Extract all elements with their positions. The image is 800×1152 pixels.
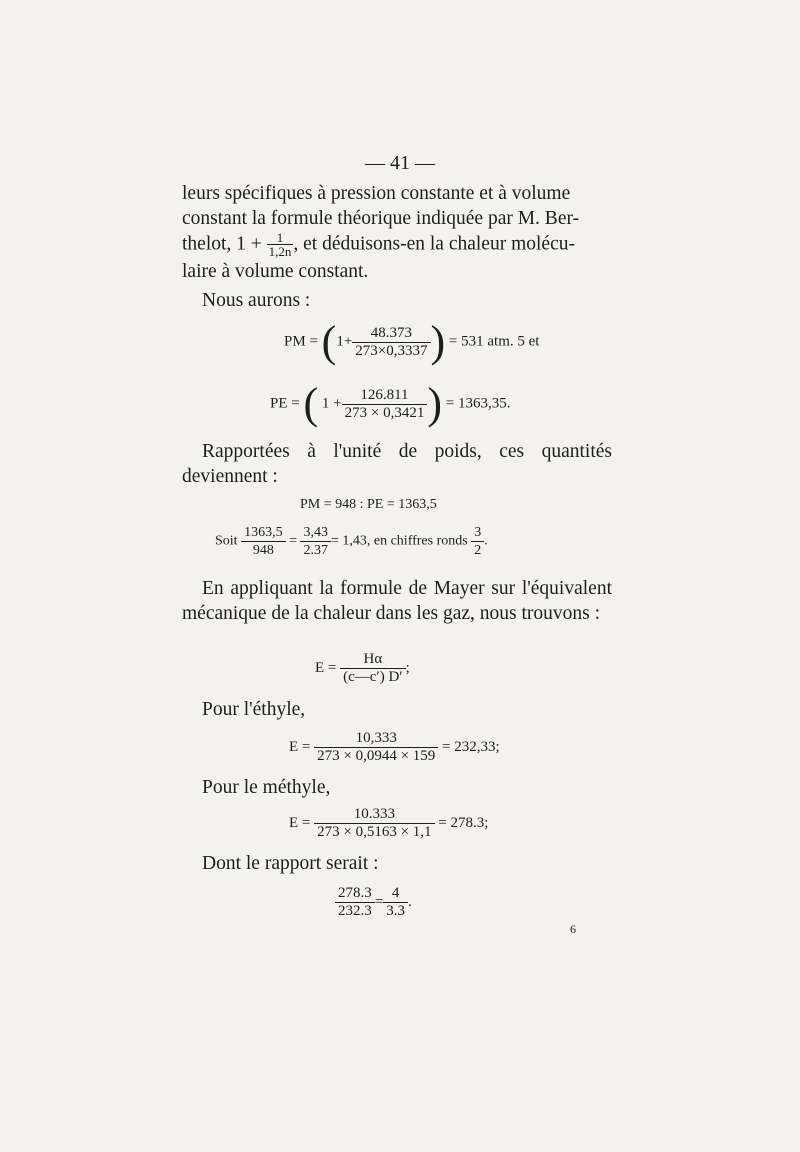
fraction-numerator: 126.811: [360, 386, 409, 403]
equation-methyle: [289, 806, 488, 841]
equation-pe: PE = ( 1 + $\frac{126.811}{273 \times 0,3421}$ ) = 1363,35.: [270, 379, 511, 428]
text-fragment: , et déduisons-en la chaleur molécu-: [293, 233, 575, 255]
fraction-denominator: 2.37: [300, 541, 331, 559]
eq-equals: =: [374, 893, 384, 910]
fraction: [314, 730, 438, 765]
fraction-numerator: 48.373: [370, 324, 413, 341]
equation-pm: PM = (1+ $\frac{48.373}{273\times 0,3337}$ ) = 531 atm. 5 et: [284, 317, 540, 366]
fraction-denominator: 273 × 0,5163 × 1,1: [314, 823, 434, 841]
fraction: [241, 524, 286, 559]
left-paren: (: [321, 317, 337, 366]
fraction: [314, 806, 434, 841]
eq-one: 1+: [336, 333, 353, 350]
eq-lhs: E =: [289, 738, 311, 755]
ratio-line: PM = 948 : PE = 1363,5: [300, 497, 437, 512]
fraction-numerator: 10,333: [355, 730, 397, 746]
paragraph-rapportees: Rapportées à l'unité de poids, ces quantités deviennent :: [182, 441, 612, 487]
text-line: leurs spécifiques à pression constante et à volume: [182, 183, 571, 204]
fraction-numerator: 1: [276, 230, 284, 245]
fraction: [471, 524, 484, 559]
signature-mark: 6: [570, 922, 576, 936]
text-line: constant la formule théorique indiquée par M. Ber-: [182, 208, 580, 229]
eq-rhs: = 1363,35.: [445, 395, 511, 412]
fraction: [342, 387, 428, 422]
eq-tail: .: [407, 893, 412, 910]
equation-rapport: [335, 885, 412, 920]
paragraph-intro: [182, 181, 612, 284]
fraction-numerator: 278.3: [338, 885, 372, 901]
eq-lhs: E =: [315, 659, 337, 676]
fraction-denominator: 273 × 0,0944 × 159: [314, 747, 438, 765]
eq-lhs: PM: [284, 333, 306, 350]
eq-rhs: = 232,33;: [442, 738, 500, 755]
fraction: [300, 524, 331, 559]
fraction: [383, 885, 408, 920]
text-line: [182, 231, 612, 259]
paragraph-mayer: En appliquant la formule de Mayer sur l'équivalent mécanique de la chaleur dans les gaz, nous trouvons :: [182, 578, 612, 624]
page-number: — 41 —: [365, 152, 435, 174]
label-ethyle: Pour l'éthyle,: [202, 699, 306, 720]
equation-ethyle: [289, 730, 500, 765]
fraction-denominator: 232.3: [335, 902, 375, 920]
fraction: [335, 885, 375, 920]
fraction: [340, 651, 405, 686]
eq-rhs: = 531 atm. 5 et: [448, 333, 540, 350]
text-line: laire à volume constant.: [182, 261, 369, 282]
eq-one: 1 +: [321, 395, 342, 412]
fraction-numerator: 3,43: [303, 525, 328, 540]
fraction-numerator: 3: [474, 525, 482, 540]
soit-label: Soit: [215, 533, 238, 549]
fraction-numerator: 4: [391, 885, 400, 901]
label-rapport: Dont le rapport serait :: [202, 853, 379, 874]
inline-fraction: [267, 231, 294, 259]
left-paren: (: [303, 379, 319, 428]
eq-tail: ;: [405, 659, 410, 676]
right-paren: ): [427, 379, 442, 428]
fraction-numerator: 1363,5: [244, 525, 283, 540]
fraction-numerator: 10.333: [353, 806, 395, 822]
equation-soit: Soit $\frac{1363,5}{948}$ = $\frac{3,43}{2.37}$ = 1,43, en chiffres ronds $\frac{3}{2}$ .: [215, 525, 488, 558]
fraction: [352, 325, 430, 360]
fraction-denominator: 3.3: [383, 902, 408, 920]
equation-mayer: [315, 651, 410, 686]
text-fragment: thelot, 1 +: [182, 233, 262, 255]
fraction-denominator: 273 × 0,3421: [342, 404, 428, 422]
fraction-denominator: 273×0,3337: [352, 342, 430, 360]
eq-lhs: PE: [270, 395, 288, 412]
fraction-denominator: 2: [471, 541, 484, 559]
eq-rhs: = 278.3;: [438, 814, 489, 831]
fraction-denominator: 1,2n: [268, 244, 292, 259]
soit-text: = 1,43, en chiffres ronds: [330, 533, 468, 549]
fraction-denominator: 948: [241, 541, 286, 559]
label-methyle: Pour le méthyle,: [202, 777, 331, 798]
eq-lhs: E =: [289, 814, 311, 831]
right-paren: ): [430, 317, 446, 366]
fraction-denominator: (c—c′) D′: [340, 668, 405, 686]
text-nous-aurons: Nous aurons :: [202, 290, 311, 311]
fraction-numerator: Hα: [363, 651, 383, 667]
